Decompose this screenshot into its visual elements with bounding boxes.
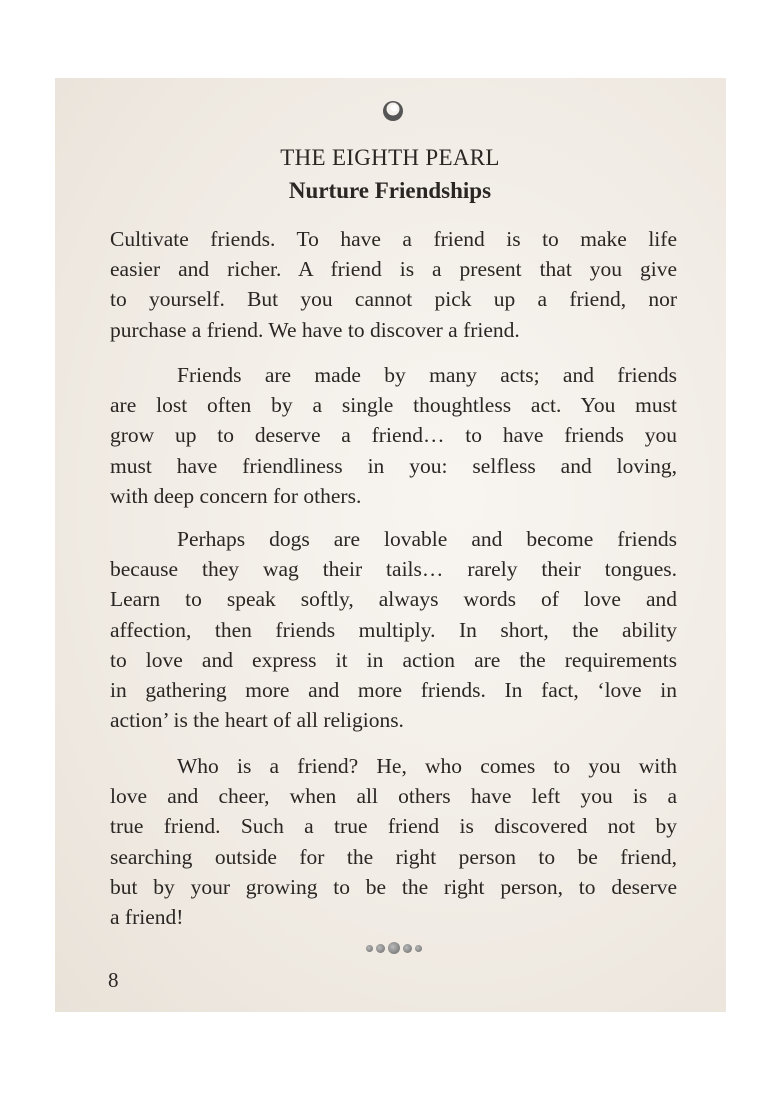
text-line: Who is a friend? He, who comes to you with xyxy=(177,754,677,778)
text-line: Friends are made by many acts; and friends xyxy=(177,363,677,387)
text-line: are lost often by a single thoughtless act. You must xyxy=(110,393,677,418)
text-line: searching outside for the right person to be friend, xyxy=(110,844,677,869)
text-line: Cultivate friends. To have a friend is to make life xyxy=(110,227,677,251)
text-line: purchase a friend. We have to discover a friend. xyxy=(110,317,520,342)
paragraph-4 xyxy=(110,751,677,932)
paragraph-2 xyxy=(110,360,677,511)
pearl-icon xyxy=(382,100,404,122)
text-line: Perhaps dogs are lovable and become friends xyxy=(177,527,677,551)
text-line: to yourself. But you cannot pick up a friend, nor xyxy=(110,287,677,312)
text-line: action’ is the heart of all religions. xyxy=(110,708,404,733)
paragraph-1 xyxy=(110,224,677,345)
text-line: grow up to deserve a friend… to have friends you xyxy=(110,423,677,448)
paragraph-3 xyxy=(110,524,677,735)
text-line: to love and express it in action are the requirements xyxy=(110,647,677,672)
text-line: love and cheer, when all others have left you is a xyxy=(110,784,677,809)
page-number: 8 xyxy=(108,968,119,992)
text-line: true friend. Such a true friend is discovered not by xyxy=(110,814,677,839)
text-line: must have friendliness in you: selfless and loving, xyxy=(110,453,677,478)
text-line: a friend! xyxy=(110,904,184,929)
dots-ornament-icon xyxy=(366,942,422,954)
text-line: affection, then friends multiply. In short, the ability xyxy=(110,617,677,642)
text-line: with deep concern for others. xyxy=(110,483,362,508)
text-line: Learn to speak softly, always words of love and xyxy=(110,587,677,612)
chapter-subtitle: Nurture Friendships xyxy=(288,178,492,203)
text-line: easier and richer. A friend is a present that you give xyxy=(110,257,677,282)
text-line: in gathering more and more friends. In fact, ‘love in xyxy=(110,677,677,702)
text-line: because they wag their tails… rarely their tongues. xyxy=(110,557,677,582)
chapter-title: THE EIGHTH PEARL xyxy=(280,145,500,170)
text-line: but by your growing to be the right person, to deserve xyxy=(110,874,677,899)
